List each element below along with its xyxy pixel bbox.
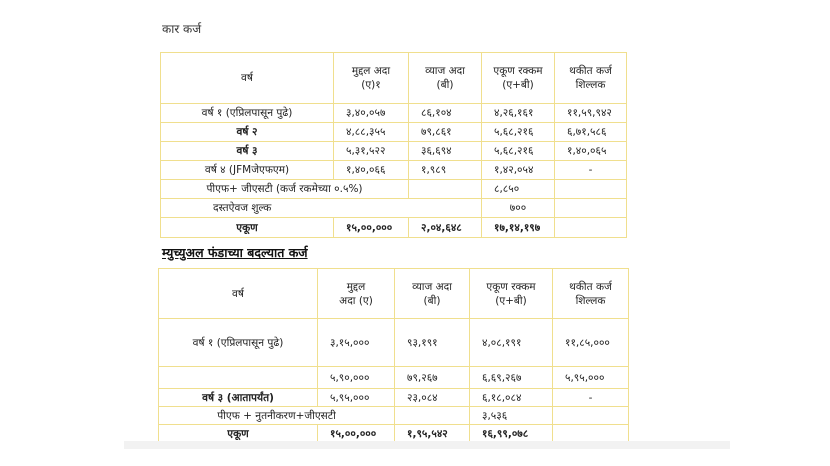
- table-row: [161, 142, 627, 161]
- car-loan-table: [160, 52, 627, 238]
- table-row: [161, 161, 627, 180]
- mf-loan-title: म्युच्युअल फंडाच्या बदल्यात कर्ज: [162, 245, 308, 260]
- row-label: वर्ष १ (एप्रिलपासून पुढे): [159, 319, 318, 367]
- cell-interest: [395, 407, 470, 425]
- cell-outstanding: ६,७१,५८६: [555, 123, 627, 142]
- cell-outstanding: -: [553, 389, 629, 407]
- row-label: पीएफ+ जीएसटी (कर्ज रकमेच्या ०.५%): [161, 180, 409, 199]
- row-label: एकूण: [161, 218, 334, 238]
- cell-total: ५,६८,२१६: [482, 142, 555, 161]
- mf-loan-table: [158, 268, 629, 443]
- table-header-row: [161, 53, 627, 104]
- cell-outstanding: ११,८५,०००: [553, 319, 629, 367]
- cell-principal: १५,००,०००: [334, 218, 409, 238]
- row-label: वर्ष २: [161, 123, 334, 142]
- car-loan-title: कार कर्ज: [162, 22, 202, 36]
- table-row: [161, 180, 627, 199]
- cell-interest: ८६,१०४: [409, 104, 482, 123]
- table-row: [161, 199, 627, 218]
- row-label: दस्तऐवज शुल्क: [161, 199, 482, 218]
- table-row-total: [161, 218, 627, 238]
- cell-principal: ४,८८,३५५: [334, 123, 409, 142]
- col-header-year: वर्ष: [159, 269, 318, 319]
- col-header-outstanding: थकीत कर्ज शिल्लक: [553, 269, 629, 319]
- cell-total: ८,८५०: [482, 180, 555, 199]
- cell-principal: ५,९०,०००: [318, 367, 395, 389]
- col-header-principal: मुद्दल अदा (ए)१: [334, 53, 409, 104]
- cell-interest: १,९८९: [409, 161, 482, 180]
- cell-total: ५,६८,२१६: [482, 123, 555, 142]
- cell-principal: १५,००,०००: [318, 425, 395, 443]
- cell-outstanding: [555, 218, 627, 238]
- cell-total: ३,५३६: [470, 407, 553, 425]
- row-label: [159, 367, 318, 389]
- cell-interest: ७९,८६१: [409, 123, 482, 142]
- cell-outstanding: १,४०,०६५: [555, 142, 627, 161]
- col-header-outstanding: थकीत कर्ज शिल्लक: [555, 53, 627, 104]
- row-label: वर्ष ३: [161, 142, 334, 161]
- cell-outstanding: -: [555, 161, 627, 180]
- cell-interest: २३,०८४: [395, 389, 470, 407]
- cell-total: १७,१४,१९७: [482, 218, 555, 238]
- cell-interest: २,०४,६४८: [409, 218, 482, 238]
- row-label: एकूण: [159, 425, 318, 443]
- cell-total: ४,०८,१९१: [470, 319, 553, 367]
- table-header-row: [159, 269, 629, 319]
- cell-total: १६,९९,०७८: [470, 425, 553, 443]
- table-row: [159, 319, 629, 367]
- cell-total: ७००: [482, 199, 555, 218]
- cell-total: ६,६९,२६७: [470, 367, 553, 389]
- cell-interest: [409, 180, 482, 199]
- cell-outstanding: [553, 407, 629, 425]
- cell-outstanding: [555, 199, 627, 218]
- cell-interest: ३६,६९४: [409, 142, 482, 161]
- col-header-total: एकूण रक्कम (ए+बी): [470, 269, 553, 319]
- cell-principal: ३,१५,०००: [318, 319, 395, 367]
- cell-outstanding: ११,५९,९४२: [555, 104, 627, 123]
- table-row: [161, 123, 627, 142]
- table-row-total: [159, 425, 629, 443]
- cell-principal: ३,४०,०५७: [334, 104, 409, 123]
- cell-outstanding: ५,९५,०००: [553, 367, 629, 389]
- row-label: वर्ष ३ (आतापर्यंत): [159, 389, 318, 407]
- cell-principal: ५,९५,०००: [318, 389, 395, 407]
- cell-outstanding: [553, 425, 629, 443]
- cell-outstanding: [555, 180, 627, 199]
- cell-interest: ७९,२६७: [395, 367, 470, 389]
- table-row: [159, 407, 629, 425]
- table-row: [159, 389, 629, 407]
- row-label: वर्ष १ (एप्रिलपासून पुढे): [161, 104, 334, 123]
- cell-principal: १,४०,०६६: [334, 161, 409, 180]
- cell-interest: ९३,१९१: [395, 319, 470, 367]
- col-header-interest: व्याज अदा (बी): [395, 269, 470, 319]
- row-label: पीएफ + नुतनीकरण+जीएसटी: [159, 407, 395, 425]
- cell-interest: १,९५,५४२: [395, 425, 470, 443]
- table-row: [159, 367, 629, 389]
- cell-total: ६,१८,०८४: [470, 389, 553, 407]
- row-label: वर्ष ४ (JFMजेएफएम): [161, 161, 334, 180]
- col-header-principal: मुद्दल अदा (ए): [318, 269, 395, 319]
- col-header-year: वर्ष: [161, 53, 334, 104]
- col-header-total: एकूण रक्कम (ए+बी): [482, 53, 555, 104]
- cell-total: ४,२६,१६१: [482, 104, 555, 123]
- table-row: [161, 104, 627, 123]
- bottom-divider: [124, 441, 730, 449]
- cell-principal: ५,३१,५२२: [334, 142, 409, 161]
- cell-total: १,४२,०५४: [482, 161, 555, 180]
- col-header-interest: व्याज अदा (बी): [409, 53, 482, 104]
